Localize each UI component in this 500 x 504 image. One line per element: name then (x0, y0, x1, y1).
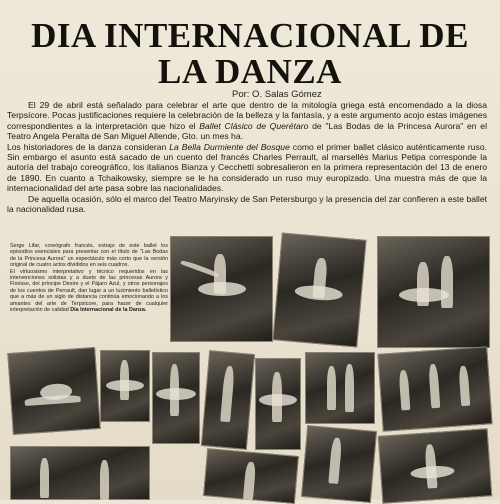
photo-bottom-center (203, 448, 299, 504)
photo-caption (10, 243, 168, 313)
body-text-run: de "Las Bodas de la Princesa Aurora" en el Teatro Angela Peralta de San Miguel Allende, Gto. un mes ha. (7, 120, 487, 142)
title-line-1: DIA INTERNACIONAL DE (31, 16, 469, 55)
caption-paragraph-1: Serge Lifar, coreógrafo francés, extrajo de este ballet los episodios esenciales para presentar con el título de "Las Bodas de la Princesa Aurora" un espectáculo más corto que la versión original de cuatro actos divididos en seis cuadros. (10, 243, 168, 269)
photo-bottom-left (10, 446, 150, 500)
photo-ensemble (377, 346, 492, 431)
photo-pas-de-deux (377, 236, 490, 348)
body-text-run: De aquella ocasión, sólo el marco del Teatro Maryinsky de San Petersburgo y la presencia del zar confieren a este ballet la nacionalidad rusa. (7, 193, 487, 215)
photo-dancer-floor (7, 347, 101, 435)
caption-emphasis: Día Internacional de la Danza. (70, 307, 147, 314)
body-text-run: El 29 de abril está señalado para celebrar el arte que dentro de la mitología griega está encomendado a la diosa Terpsícore. Pocas justificaciones requiere la celebración de la belleza y la fantasía, y a este argumento acojo estas imágenes correspondientes a la interpretación que hizo el (7, 100, 487, 131)
photo-bottom-right (378, 428, 492, 504)
photo-dancer-pose (272, 233, 366, 348)
caption-paragraph-2-text: El virtuosismo interpretativo y técnico requeridos en las intervenciones solistas y a dueto de las princesas Aurora y Florisse, del príncipe Desire y el Pájaro Azul, y otros personajes de los cuentos de Perrault, dan lugar a un lucimiento balletístico que a más de un siglo de distancia continúa emocionando a los amantes del arte de Terpsícore, para hacer de cualquier interpretación de calidad (10, 268, 168, 314)
body-paragraph (7, 142, 487, 194)
photo-couple (305, 352, 375, 424)
article-byline: Por: O. Salas Gómez (232, 89, 322, 100)
caption-paragraph-2 (10, 269, 168, 314)
photo-tutu-solo (100, 350, 150, 422)
photo-aurora-arabesque (170, 236, 273, 342)
photo-tutu-turn (255, 358, 301, 450)
photo-arabesque-center (152, 352, 200, 444)
body-text-run: como el primer ballet clásico auténticamente ruso. Sin embargo el asunto está sacado de un cuento del francés Charles Perrault, al marsellés Marius Petipa corresponde la autoría del trabajo coreográfico, los italianos Bianza y Cecchetti sobresalieron en la primera representación del 13 de enero de 1890. En cuanto a Tchaikowsky, siempre se le ha considerado un ruso muy europizado. Una muestra más de que la internacionalidad del arte pasa sobre las nacionalidades. (7, 141, 487, 194)
body-paragraph (7, 194, 487, 215)
body-text-run: Los historiadores de la danza consideran (7, 141, 170, 152)
body-italic-title: La Bella Durmiente del Bosque (169, 141, 290, 152)
body-italic-title: Ballet Clásico de Querétaro (199, 120, 309, 131)
photo-lift (301, 425, 377, 503)
title-line-2: LA DANZA (158, 52, 342, 91)
photo-dancer-arms (201, 350, 255, 450)
article-title (0, 18, 500, 90)
body-paragraph (7, 100, 487, 142)
article-body (7, 100, 487, 214)
